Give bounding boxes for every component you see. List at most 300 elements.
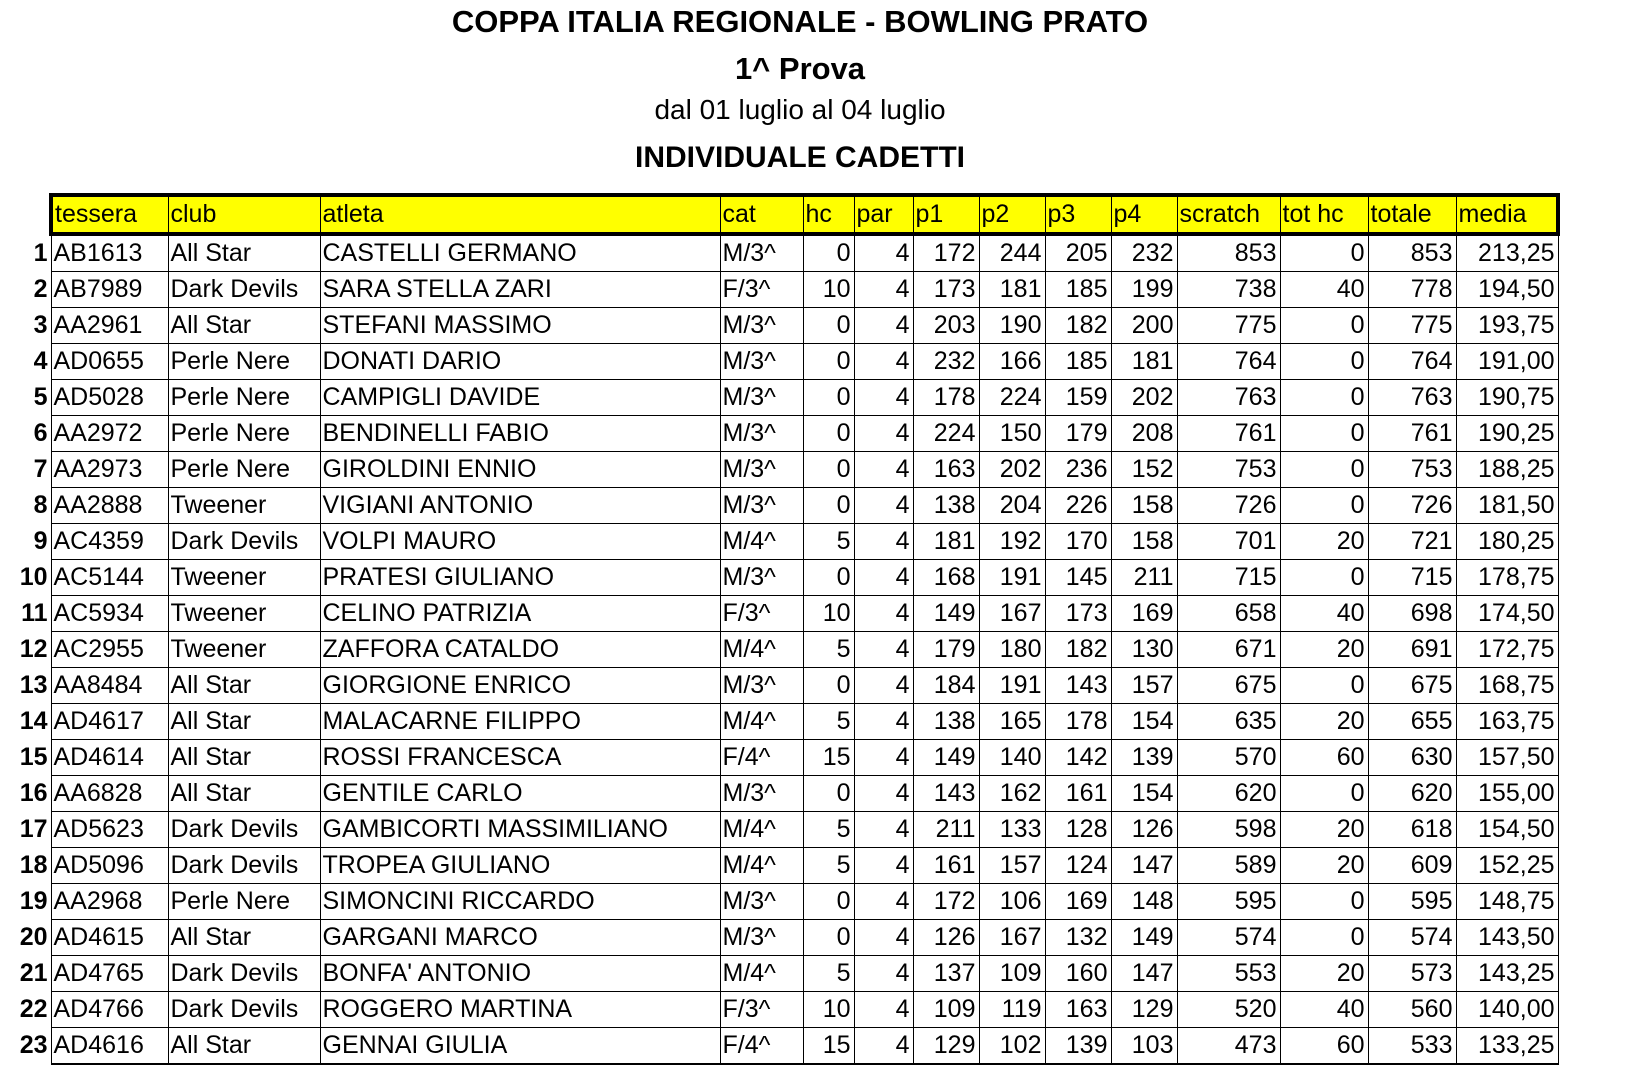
cell-tot-hc: 0: [1280, 380, 1368, 416]
cell-media: 190,75: [1456, 380, 1558, 416]
cell-media: 178,75: [1456, 560, 1558, 596]
cell-par: 4: [854, 776, 913, 812]
rank-number: 13: [19, 671, 48, 699]
cell-p4: 149: [1111, 920, 1177, 956]
rank-number: 17: [19, 815, 48, 843]
cell-cat: M/3^: [720, 308, 803, 344]
table-row: [51, 632, 1558, 668]
cell-tessera: [19, 632, 168, 668]
cell-hc: 0: [803, 668, 854, 704]
cell-p1: 232: [913, 344, 979, 380]
cell-hc: 5: [803, 524, 854, 560]
cell-hc: 10: [803, 272, 854, 308]
cell-tot-hc: 0: [1280, 234, 1368, 272]
cell-atleta: SIMONCINI RICCARDO: [320, 884, 720, 920]
cell-atleta: GIORGIONE ENRICO: [320, 668, 720, 704]
cell-media: 143,50: [1456, 920, 1558, 956]
cell-totale: 560: [1368, 992, 1456, 1028]
cell-cat: M/3^: [720, 920, 803, 956]
cell-p2: 119: [979, 992, 1045, 1028]
cell-tessera: [19, 704, 168, 740]
cell-par: 4: [854, 524, 913, 560]
table-row: [51, 344, 1558, 380]
cell-par: 4: [854, 344, 913, 380]
cell-cat: M/4^: [720, 704, 803, 740]
cell-hc: 0: [803, 884, 854, 920]
cell-p4: 208: [1111, 416, 1177, 452]
cell-scratch: 738: [1177, 272, 1280, 308]
cell-tot-hc: 0: [1280, 416, 1368, 452]
cell-tot-hc: 60: [1280, 740, 1368, 776]
cell-cat: M/3^: [720, 488, 803, 524]
cell-p3: 143: [1045, 668, 1111, 704]
cell-club: Perle Nere: [168, 416, 320, 452]
tessera-value: AA2968: [53, 887, 143, 915]
cell-p2: 140: [979, 740, 1045, 776]
cell-p2: 244: [979, 234, 1045, 272]
rank-number: 10: [19, 563, 48, 591]
cell-tot-hc: 20: [1280, 524, 1368, 560]
cell-cat: M/3^: [720, 884, 803, 920]
cell-p1: 172: [913, 884, 979, 920]
cell-par: 4: [854, 1028, 913, 1065]
column-header-p3: p3: [1045, 195, 1111, 234]
cell-club: Dark Devils: [168, 272, 320, 308]
cell-tessera: [33, 488, 168, 524]
cell-p2: 181: [979, 272, 1045, 308]
cell-tot-hc: 0: [1280, 920, 1368, 956]
cell-p1: 211: [913, 812, 979, 848]
cell-cat: F/3^: [720, 596, 803, 632]
cell-cat: M/3^: [720, 234, 803, 272]
cell-club: Perle Nere: [168, 344, 320, 380]
rank-number: 21: [19, 959, 48, 987]
cell-totale: 778: [1368, 272, 1456, 308]
tessera-value: AC5144: [53, 563, 144, 591]
cell-par: 4: [854, 884, 913, 920]
cell-tessera: [19, 668, 168, 704]
cell-p4: 126: [1111, 812, 1177, 848]
cell-scratch: 671: [1177, 632, 1280, 668]
cell-club: Dark Devils: [168, 956, 320, 992]
table-body: [19, 234, 1558, 1064]
cell-atleta: TROPEA GIULIANO: [320, 848, 720, 884]
cell-hc: 5: [803, 848, 854, 884]
tessera-value: AD5623: [53, 815, 144, 843]
cell-p1: 137: [913, 956, 979, 992]
column-header-p2: p2: [979, 195, 1045, 234]
cell-p1: 149: [913, 740, 979, 776]
column-header-tot-hc: tot hc: [1280, 195, 1368, 234]
cell-p1: 178: [913, 380, 979, 416]
cell-p3: 132: [1045, 920, 1111, 956]
cell-totale: 573: [1368, 956, 1456, 992]
rank-number: 6: [33, 419, 48, 447]
cell-atleta: PRATESI GIULIANO: [320, 560, 720, 596]
cell-tessera: [19, 848, 168, 884]
cell-par: 4: [854, 848, 913, 884]
cell-par: 4: [854, 308, 913, 344]
table-header-row: [51, 195, 1558, 234]
column-header-par: par: [854, 195, 913, 234]
table-row: [51, 452, 1558, 488]
cell-tot-hc: 20: [1280, 704, 1368, 740]
cell-p2: 167: [979, 920, 1045, 956]
cell-totale: 775: [1368, 308, 1456, 344]
cell-p1: 126: [913, 920, 979, 956]
cell-hc: 0: [803, 452, 854, 488]
cell-p1: 109: [913, 992, 979, 1028]
cell-scratch: 761: [1177, 416, 1280, 452]
cell-p3: 185: [1045, 272, 1111, 308]
cell-scratch: 853: [1177, 234, 1280, 272]
cell-club: All Star: [168, 920, 320, 956]
cell-p2: 133: [979, 812, 1045, 848]
cell-media: 174,50: [1456, 596, 1558, 632]
table-row: [51, 956, 1558, 992]
cell-p4: 130: [1111, 632, 1177, 668]
cell-club: All Star: [168, 740, 320, 776]
cell-p2: 190: [979, 308, 1045, 344]
cell-media: 190,25: [1456, 416, 1558, 452]
cell-cat: F/3^: [720, 992, 803, 1028]
cell-p3: 185: [1045, 344, 1111, 380]
cell-scratch: 595: [1177, 884, 1280, 920]
table-row: [51, 776, 1558, 812]
tessera-value: AC2955: [53, 635, 144, 663]
cell-totale: 655: [1368, 704, 1456, 740]
cell-media: 168,75: [1456, 668, 1558, 704]
cell-hc: 0: [803, 488, 854, 524]
cell-hc: 10: [803, 596, 854, 632]
cell-p2: 204: [979, 488, 1045, 524]
tessera-value: AA2961: [53, 311, 143, 339]
cell-p1: 181: [913, 524, 979, 560]
cell-p2: 180: [979, 632, 1045, 668]
rank-number: 4: [33, 347, 48, 375]
cell-media: 152,25: [1456, 848, 1558, 884]
cell-par: 4: [854, 704, 913, 740]
cell-totale: 620: [1368, 776, 1456, 812]
cell-hc: 0: [803, 560, 854, 596]
table-row: [51, 380, 1558, 416]
column-header-club: club: [168, 195, 320, 234]
cell-totale: 533: [1368, 1028, 1456, 1065]
cell-p4: 154: [1111, 704, 1177, 740]
cell-hc: 5: [803, 812, 854, 848]
results-table: [19, 193, 1560, 1065]
cell-p4: 157: [1111, 668, 1177, 704]
cell-media: 154,50: [1456, 812, 1558, 848]
cell-totale: 715: [1368, 560, 1456, 596]
cell-scratch: 715: [1177, 560, 1280, 596]
cell-tessera: [19, 992, 168, 1028]
cell-hc: 0: [803, 776, 854, 812]
rank-number: 9: [33, 527, 48, 555]
cell-par: 4: [854, 416, 913, 452]
cell-tot-hc: 0: [1280, 776, 1368, 812]
cell-totale: 721: [1368, 524, 1456, 560]
cell-media: 143,25: [1456, 956, 1558, 992]
cell-atleta: CASTELLI GERMANO: [320, 234, 720, 272]
tessera-value: AC5934: [53, 599, 144, 627]
cell-scratch: 553: [1177, 956, 1280, 992]
tessera-value: AA2888: [53, 491, 143, 519]
cell-hc: 15: [803, 1028, 854, 1065]
cell-p2: 224: [979, 380, 1045, 416]
tessera-value: AA8484: [53, 671, 143, 699]
cell-p3: 182: [1045, 308, 1111, 344]
cell-p2: 157: [979, 848, 1045, 884]
cell-media: 172,75: [1456, 632, 1558, 668]
table-row: [51, 920, 1558, 956]
cell-p3: 226: [1045, 488, 1111, 524]
cell-media: 163,75: [1456, 704, 1558, 740]
tessera-value: AA2972: [53, 419, 143, 447]
cell-totale: 753: [1368, 452, 1456, 488]
tessera-value: AD5028: [53, 383, 144, 411]
cell-p2: 166: [979, 344, 1045, 380]
cell-p1: 138: [913, 488, 979, 524]
cell-atleta: GAMBICORTI MASSIMILIANO: [320, 812, 720, 848]
cell-media: 194,50: [1456, 272, 1558, 308]
cell-p2: 202: [979, 452, 1045, 488]
cell-p4: 158: [1111, 524, 1177, 560]
rank-number: 14: [19, 707, 48, 735]
cell-p2: 165: [979, 704, 1045, 740]
cell-p4: 147: [1111, 956, 1177, 992]
cell-tot-hc: 40: [1280, 272, 1368, 308]
cell-tot-hc: 0: [1280, 452, 1368, 488]
cell-p3: 182: [1045, 632, 1111, 668]
cell-tot-hc: 0: [1280, 308, 1368, 344]
cell-scratch: 635: [1177, 704, 1280, 740]
tessera-value: AC4359: [53, 527, 144, 555]
cell-p4: 211: [1111, 560, 1177, 596]
cell-tot-hc: 0: [1280, 560, 1368, 596]
cell-hc: 5: [803, 632, 854, 668]
cell-par: 4: [854, 272, 913, 308]
cell-totale: 595: [1368, 884, 1456, 920]
cell-par: 4: [854, 740, 913, 776]
cell-tessera: [19, 956, 168, 992]
cell-p4: 148: [1111, 884, 1177, 920]
cell-p4: 158: [1111, 488, 1177, 524]
cell-totale: 698: [1368, 596, 1456, 632]
table-row: [51, 416, 1558, 452]
cell-p4: 202: [1111, 380, 1177, 416]
cell-cat: M/4^: [720, 812, 803, 848]
column-header-tessera: tessera: [51, 195, 168, 234]
tessera-value: AD0655: [53, 347, 144, 375]
cell-p3: 170: [1045, 524, 1111, 560]
cell-cat: F/3^: [720, 272, 803, 308]
cell-scratch: 598: [1177, 812, 1280, 848]
cell-p1: 149: [913, 596, 979, 632]
cell-tessera: [19, 920, 168, 956]
cell-club: All Star: [168, 776, 320, 812]
cell-club: Dark Devils: [168, 812, 320, 848]
cell-cat: M/4^: [720, 956, 803, 992]
cell-totale: 618: [1368, 812, 1456, 848]
table-row: [51, 1028, 1558, 1065]
cell-tot-hc: 0: [1280, 488, 1368, 524]
cell-p4: 103: [1111, 1028, 1177, 1065]
cell-tessera: [19, 560, 168, 596]
cell-p3: 159: [1045, 380, 1111, 416]
cell-tessera: [19, 776, 168, 812]
cell-media: 193,75: [1456, 308, 1558, 344]
cell-atleta: DONATI DARIO: [320, 344, 720, 380]
cell-p1: 172: [913, 234, 979, 272]
table-row: [51, 884, 1558, 920]
cell-par: 4: [854, 234, 913, 272]
cell-media: 181,50: [1456, 488, 1558, 524]
cell-hc: 0: [803, 416, 854, 452]
cell-hc: 0: [803, 308, 854, 344]
cell-club: Tweener: [168, 560, 320, 596]
cell-club: Tweener: [168, 488, 320, 524]
cell-cat: M/4^: [720, 524, 803, 560]
cell-p1: 163: [913, 452, 979, 488]
table-row: [51, 704, 1558, 740]
cell-atleta: MALACARNE FILIPPO: [320, 704, 720, 740]
cell-club: All Star: [168, 308, 320, 344]
cell-par: 4: [854, 812, 913, 848]
cell-p4: 169: [1111, 596, 1177, 632]
cell-atleta: STEFANI MASSIMO: [320, 308, 720, 344]
cell-club: Perle Nere: [168, 452, 320, 488]
cell-p3: 124: [1045, 848, 1111, 884]
cell-tot-hc: 20: [1280, 812, 1368, 848]
cell-club: All Star: [168, 1028, 320, 1065]
cell-atleta: VIGIANI ANTONIO: [320, 488, 720, 524]
cell-p2: 191: [979, 668, 1045, 704]
tessera-value: AD4766: [53, 995, 144, 1023]
cell-cat: M/4^: [720, 632, 803, 668]
cell-tot-hc: 40: [1280, 596, 1368, 632]
table-row: [51, 668, 1558, 704]
cell-par: 4: [854, 992, 913, 1028]
cell-par: 4: [854, 560, 913, 596]
cell-p1: 184: [913, 668, 979, 704]
cell-atleta: GARGANI MARCO: [320, 920, 720, 956]
cell-tot-hc: 20: [1280, 848, 1368, 884]
rank-number: 5: [33, 383, 48, 411]
cell-p1: 224: [913, 416, 979, 452]
cell-cat: M/3^: [720, 452, 803, 488]
cell-p3: 128: [1045, 812, 1111, 848]
cell-cat: M/3^: [720, 776, 803, 812]
cell-tessera: [33, 234, 168, 272]
cell-club: Perle Nere: [168, 884, 320, 920]
cell-media: 155,00: [1456, 776, 1558, 812]
cell-scratch: 473: [1177, 1028, 1280, 1065]
cell-p4: 199: [1111, 272, 1177, 308]
cell-p3: 179: [1045, 416, 1111, 452]
rank-number: 3: [33, 311, 48, 339]
rank-number: 12: [19, 635, 48, 663]
cell-hc: 0: [803, 380, 854, 416]
cell-club: All Star: [168, 234, 320, 272]
rank-number: 2: [33, 275, 48, 303]
rank-number: 1: [33, 239, 48, 267]
table-row: [51, 596, 1558, 632]
cell-totale: 574: [1368, 920, 1456, 956]
cell-scratch: 589: [1177, 848, 1280, 884]
cell-hc: 0: [803, 920, 854, 956]
cell-scratch: 658: [1177, 596, 1280, 632]
cell-atleta: ZAFFORA CATALDO: [320, 632, 720, 668]
table-row: [51, 992, 1558, 1028]
document-title: COPPA ITALIA REGIONALE - BOWLING PRATO: [451, 4, 1149, 39]
cell-cat: M/3^: [720, 560, 803, 596]
cell-par: 4: [854, 452, 913, 488]
cell-p1: 138: [913, 704, 979, 740]
cell-p2: 109: [979, 956, 1045, 992]
cell-par: 4: [854, 488, 913, 524]
cell-p4: 154: [1111, 776, 1177, 812]
column-header-p1: p1: [913, 195, 979, 234]
cell-media: 133,25: [1456, 1028, 1558, 1065]
column-header-totale: totale: [1368, 195, 1456, 234]
rank-number: 8: [33, 491, 48, 519]
cell-p1: 179: [913, 632, 979, 668]
cell-tessera: [33, 308, 168, 344]
cell-p3: 169: [1045, 884, 1111, 920]
cell-hc: 10: [803, 992, 854, 1028]
cell-scratch: 574: [1177, 920, 1280, 956]
cell-p2: 162: [979, 776, 1045, 812]
cell-cat: M/3^: [720, 344, 803, 380]
cell-media: 188,25: [1456, 452, 1558, 488]
table-row: [51, 308, 1558, 344]
cell-tessera: [33, 380, 168, 416]
table-row: [51, 234, 1558, 272]
rank-number: 16: [19, 779, 48, 807]
cell-totale: 761: [1368, 416, 1456, 452]
cell-media: 157,50: [1456, 740, 1558, 776]
cell-p2: 192: [979, 524, 1045, 560]
cell-atleta: CAMPIGLI DAVIDE: [320, 380, 720, 416]
cell-p3: 145: [1045, 560, 1111, 596]
tessera-value: AA2973: [53, 455, 143, 483]
cell-hc: 5: [803, 956, 854, 992]
cell-scratch: 775: [1177, 308, 1280, 344]
cell-p1: 143: [913, 776, 979, 812]
rank-number: 19: [19, 887, 48, 915]
cell-p3: 205: [1045, 234, 1111, 272]
cell-totale: 764: [1368, 344, 1456, 380]
cell-p2: 167: [979, 596, 1045, 632]
cell-p2: 191: [979, 560, 1045, 596]
cell-tessera: [21, 596, 168, 632]
cell-hc: 0: [803, 234, 854, 272]
cell-par: 4: [854, 956, 913, 992]
cell-club: Tweener: [168, 596, 320, 632]
cell-p2: 150: [979, 416, 1045, 452]
cell-totale: 853: [1368, 234, 1456, 272]
rank-number: 20: [19, 923, 48, 951]
tessera-value: AD4617: [53, 707, 144, 735]
cell-p4: 147: [1111, 848, 1177, 884]
cell-tessera: [33, 416, 168, 452]
tessera-value: AD4616: [53, 1031, 144, 1059]
cell-tessera: [33, 272, 168, 308]
cell-p1: 203: [913, 308, 979, 344]
cell-totale: 609: [1368, 848, 1456, 884]
cell-tessera: [19, 812, 168, 848]
